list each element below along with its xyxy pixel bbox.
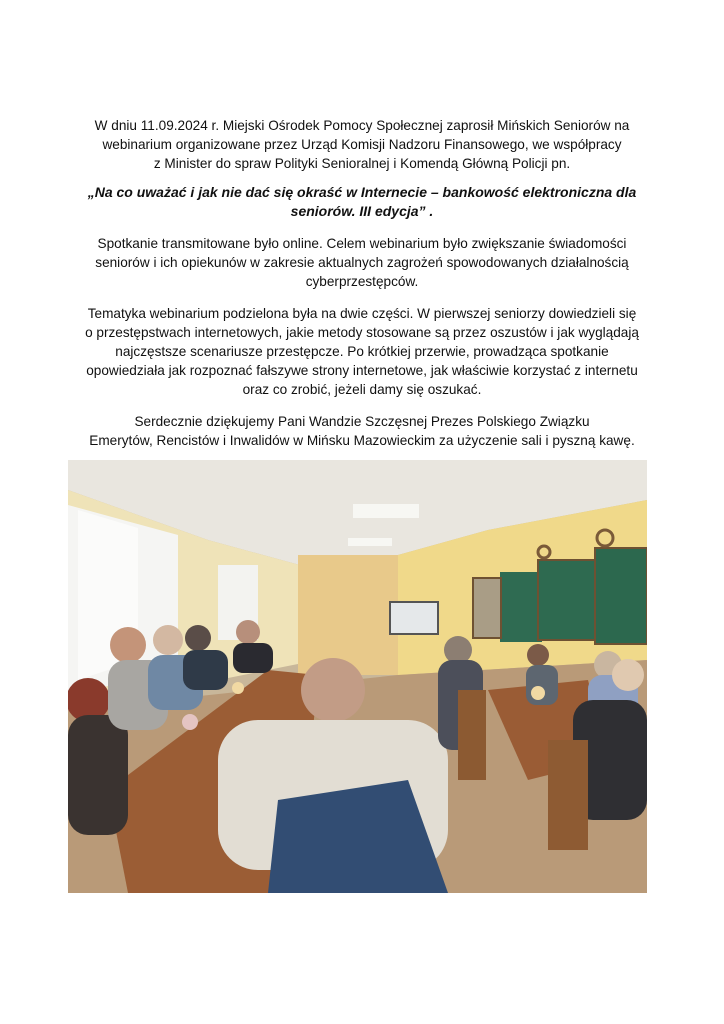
paragraph-line: oraz co zrobić, jeżeli damy się oszukać. xyxy=(242,382,482,397)
intro-line: W dniu 11.09.2024 r. Miejski Ośrodek Pomocy Społecznej zaprosił Mińskich Seniorów na xyxy=(94,118,630,133)
webinar-title xyxy=(64,183,660,221)
description-paragraph xyxy=(64,234,660,291)
intro-line: webinarium organizowane przez Urząd Komisji Nadzoru Finansowego, we współpracy xyxy=(102,137,622,152)
paragraph-line: o przestępstwach internetowych, jakie metody stosowane są przez oszustów i jak wyglądają xyxy=(85,325,639,340)
intro-line: z Minister do spraw Polityki Senioralnej i Komendą Główną Policji pn. xyxy=(153,156,571,171)
title-line: seniorów. III edycja” . xyxy=(290,203,434,219)
event-photo-illustration xyxy=(68,460,647,893)
paragraph-line: Serdecznie dziękujemy Pani Wandzie Szczęsnej Prezes Polskiego Związku xyxy=(134,414,590,429)
intro-paragraph xyxy=(64,116,660,173)
paragraph-line: opowiedziała jak rozpoznać fałszywe strony internetowe, jak właściwie korzystać z internetu xyxy=(86,363,638,378)
paragraph-line: seniorów i ich opiekunów w zakresie aktualnych zagrożeń spowodowanych działalnością xyxy=(95,255,629,270)
title-line: „Na co uważać i jak nie dać się okraść w Internecie – bankowość elektroniczna dla xyxy=(87,184,637,200)
paragraph-line: Spotkanie transmitowane było online. Celem webinarium było zwiększanie świadomości xyxy=(97,236,627,251)
document-body xyxy=(64,116,660,450)
paragraph-line: Tematyka webinarium podzielona była na dwie części. W pierwszej seniorzy dowiedzieli się xyxy=(87,306,637,321)
paragraph-line: najczęstsze scenariusze przestępcze. Po krótkiej przerwie, prowadząca spotkanie xyxy=(115,344,609,359)
paragraph-line: Emerytów, Rencistów i Inwalidów w Mińsku Mazowieckim za użyczenie sali i pyszną kawę. xyxy=(89,433,635,448)
thanks-paragraph xyxy=(64,412,660,450)
topics-paragraph xyxy=(64,304,660,399)
paragraph-line: cyberprzestępców. xyxy=(305,274,419,289)
event-photo xyxy=(68,460,647,893)
